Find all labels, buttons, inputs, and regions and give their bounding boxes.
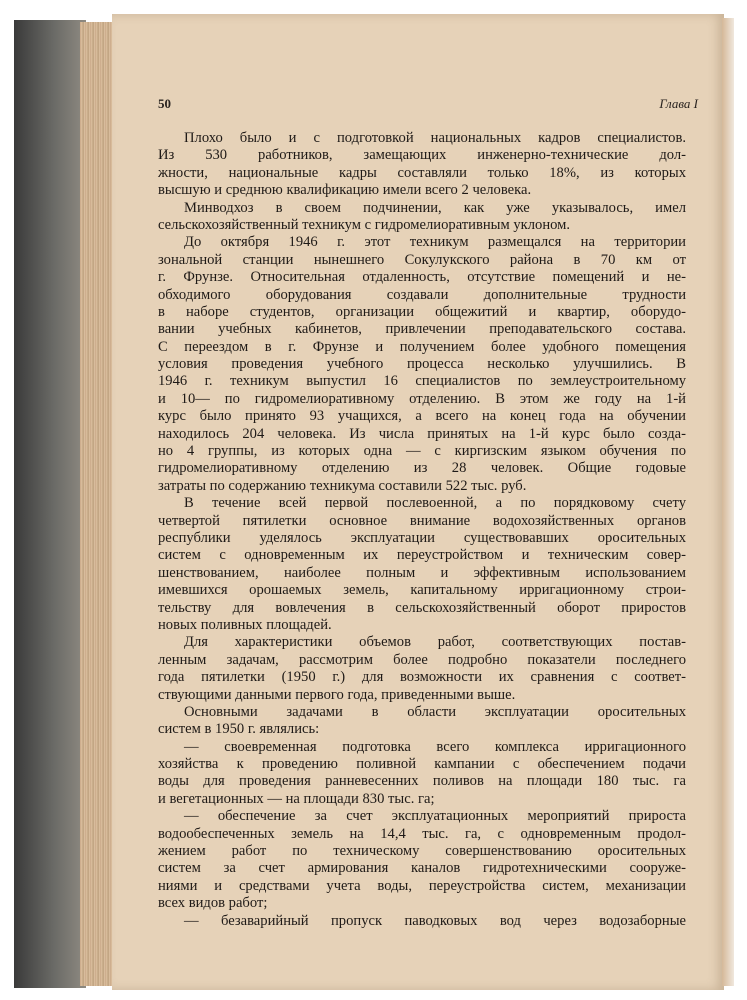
running-head: Глава I — [659, 96, 698, 111]
text-line: — безаварийный пропуск паводковых вод через водозаборные — [184, 912, 686, 929]
text-line: вании учебных кабинетов, привлечении преподавательского состава. — [158, 321, 686, 338]
body-text — [158, 130, 686, 930]
text-line: С переездом в г. Фрунзе и получением более удобного помещения — [158, 338, 686, 355]
scan-shadow — [14, 20, 86, 988]
text-line: тельству для вовлечения в сельскохозяйственный оборот приростов — [158, 599, 686, 616]
text-line: высшую и среднюю квалификацию имели всего 2 человека. — [158, 182, 532, 199]
text-line: гидромелиоративному отделению из 28 человек. Общие годовые — [158, 460, 686, 477]
text-line: систем за счет армирования каналов гидротехническими сооруже- — [158, 860, 686, 877]
text-line: Из 530 работников, замещающих инженерно-технические дол- — [158, 147, 686, 164]
text-line: находилось 204 человека. Из числа принятых на 1-й курс было созда- — [158, 425, 686, 442]
page-header — [158, 96, 698, 116]
text-line: условия проведения учебного процесса несколько улучшились. В — [158, 356, 686, 373]
text-line: всех видов работ; — [158, 895, 268, 912]
text-line: сельскохозяйственный техникум с гидромелиоративным уклоном. — [158, 216, 571, 233]
text-line: зональной станции нынешнего Сокулукского района в 70 км от — [158, 251, 686, 268]
text-line: обходимого оборудования создавали дополнительные трудности — [158, 286, 686, 303]
text-line: 1946 г. техникум выпустил 16 специалистов по землеустроительному — [158, 373, 686, 390]
text-line: жением работ по техническому совершенствованию оросительных — [158, 843, 686, 860]
text-line: систем с одновременным их переустройством и техническим совер- — [158, 547, 686, 564]
text-line: хозяйства к проведению поливной кампании с обеспечением подачи — [158, 756, 686, 773]
text-line: курс было принято 93 учащихся, а всего на конец года на обучении — [158, 408, 686, 425]
text-line: четвертой пятилетки основное внимание водохозяйственных органов — [158, 512, 686, 529]
text-line: — обеспечение за счет эксплуатационных мероприятий прироста — [184, 808, 686, 825]
text-line: и вегетационных — на площади 830 тыс. га; — [158, 790, 435, 807]
text-line: новых поливных площадей. — [158, 616, 332, 633]
page-right-edge — [722, 18, 734, 986]
text-line: водообеспеченных земель на 14,4 тыс. га, с одновременным продол- — [158, 825, 686, 842]
text-line: г. Фрунзе. Относительная отдаленность, отсутствие помещений и не- — [158, 269, 686, 286]
page-number: 50 — [158, 96, 171, 111]
text-line: Плохо было и с подготовкой национальных кадров специалистов. — [184, 130, 686, 146]
text-line: затраты по содержанию техникума составили 522 тыс. руб. — [158, 477, 527, 494]
text-line: Основными задачами в области эксплуатации оросительных — [184, 703, 686, 720]
text-line: ленным задачам, рассмотрим более подробно показатели последнего — [158, 651, 686, 668]
text-line: года пятилетки (1950 г.) для возможности их сравнения с соответ- — [158, 669, 686, 686]
book-page-edges — [80, 22, 116, 986]
text-line: жности, национальные кадры составляли только 18%, из которых — [158, 164, 686, 181]
text-line: но 4 группы, из которых одна — с киргизским языком обучения по — [158, 443, 686, 460]
text-line: шенствованием, наиболее полным и эффективным использованием — [158, 564, 686, 581]
text-line: ниями и средствами учета воды, переустройства систем, механизации — [158, 877, 686, 894]
text-line: республики уделялось эксплуатации существовавших оросительных — [158, 529, 686, 546]
text-line: и 10— по гидромелиоративному отделению. В этом же году на 1-й — [158, 390, 686, 407]
text-line: систем в 1950 г. являлись: — [158, 721, 320, 738]
text-line: в наборе студентов, организации общежитий и квартир, оборудо- — [158, 303, 686, 320]
text-line: В течение всей первой послевоенной, а по порядковому счету — [184, 495, 686, 512]
text-line: — своевременная подготовка всего комплекса ирригационного — [184, 738, 686, 755]
text-line: имевшихся орошаемых земель, капитальному ирригационному строи- — [158, 582, 686, 599]
text-line: Для характеристики объемов работ, соответствующих постав- — [184, 634, 686, 651]
text-line: До октября 1946 г. этот техникум размещался на территории — [184, 234, 686, 251]
text-line: ствующими данными первого года, приведенными выше. — [158, 686, 516, 703]
text-line: Минводхоз в своем подчинении, как уже указывалось, имел — [184, 199, 686, 216]
text-line: воды для проведения ранневесенних поливов на площади 180 тыс. га — [158, 773, 686, 790]
